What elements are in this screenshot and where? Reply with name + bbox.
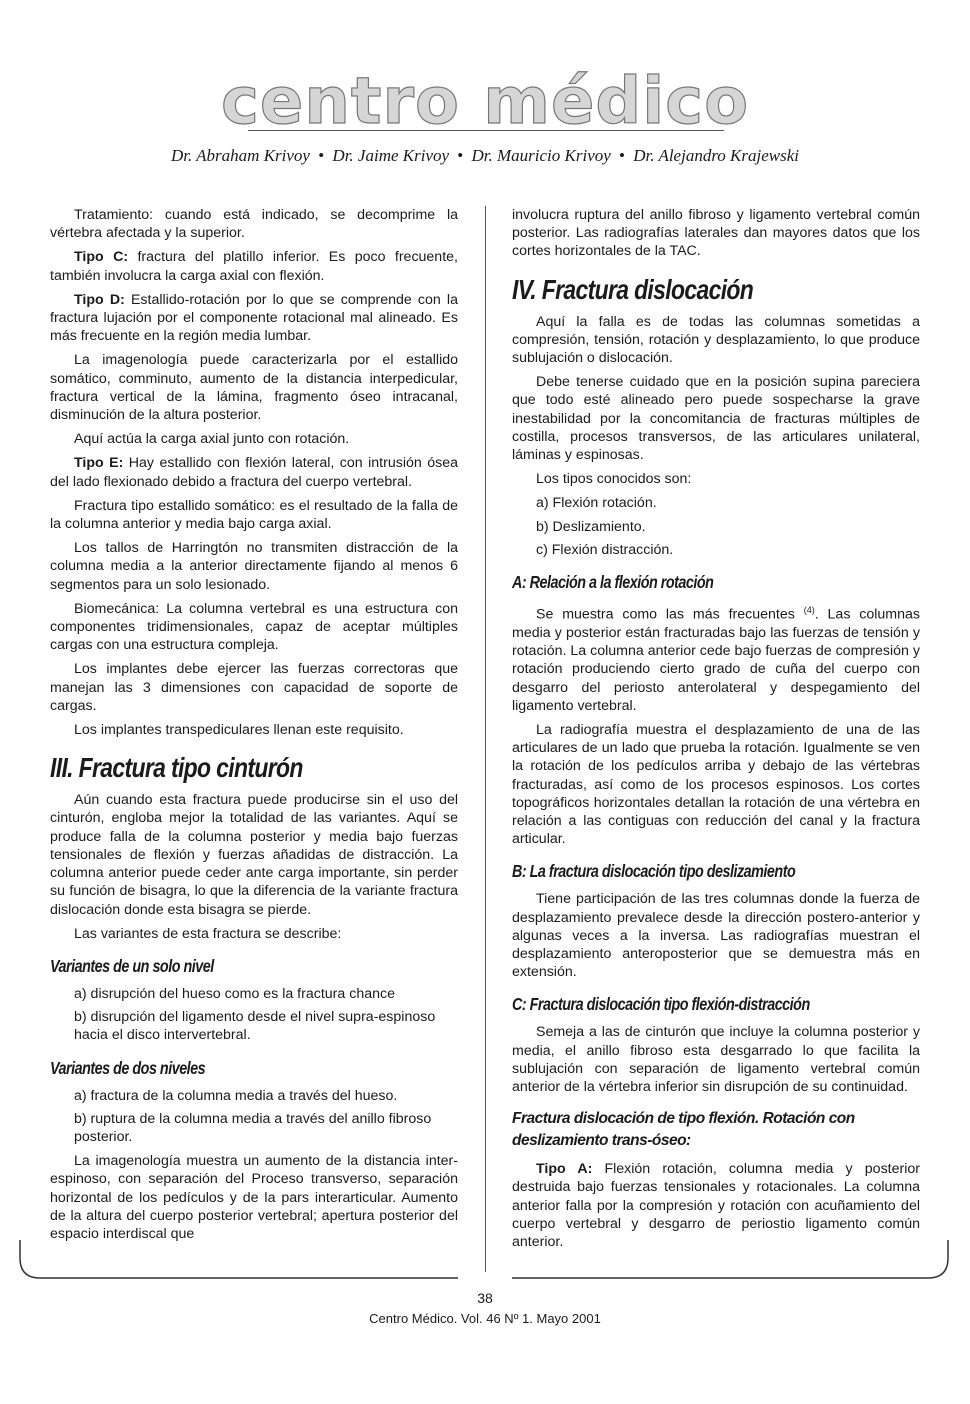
column-divider xyxy=(485,206,486,1272)
list-item: b) ruptura de la columna media a través del anillo fibroso posterior. xyxy=(74,1110,432,1145)
author-separator: • xyxy=(318,146,325,165)
subheading-d: Fractura dislocación de tipo flexión. Rotación con deslizamiento trans-óseo: xyxy=(512,1110,855,1150)
subheading-single-level: Variantes de un solo nivel xyxy=(50,955,214,976)
paragraph: Los implantes debe ejercer las fuerzas correctoras que manejan las 3 dimensiones con capacidad de soporte de cargas. xyxy=(50,661,458,714)
paragraph: Debe tenerse cuidado que en la posición supina pareciera que todo esté alineado pero puede sospecharse la grave inestabilidad por la concomitancia de fracturas múltiples de costilla, procesos transversos, de las articulares unilateral, láminas y espinosas. xyxy=(512,374,920,464)
masthead-rule xyxy=(248,130,724,131)
paragraph-text: Flexión rotación, columna media y posterior destruida bajo fuerzas tensionales y rotacionales. La columna anterior falla por la compresión y rotación con acuñamiento del cuerpo vertebral y desgarro de periostio ligamento común anterior. xyxy=(512,1161,920,1251)
author-line xyxy=(0,146,970,166)
list-item: b) Deslizamiento. xyxy=(536,518,646,535)
author-separator: • xyxy=(619,146,625,165)
paragraph-text: Se muestra como las más frecuentes xyxy=(536,606,804,623)
paragraph: involucra ruptura del anillo fibroso y ligamento vertebral común posterior. Las radiografías laterales dan mayores datos que los cortes horizontales de la TAC. xyxy=(512,207,920,260)
section-heading-iv: IV. Fractura dislocación xyxy=(512,273,754,305)
type-label: Tipo C: xyxy=(74,249,129,266)
paragraph: Fractura tipo estallido somático: es el resultado de la falla de la columna anterior y media bajo carga axial. xyxy=(50,497,458,533)
paragraph-text: fractura del platillo inferior. Es poco frecuente, también involucra la carga axial con flexión. xyxy=(50,249,458,284)
author-2: Dr. Jaime Krivoy xyxy=(332,146,450,165)
citation-ref: (4) xyxy=(803,605,815,616)
paragraph: Biomecánica: La columna vertebral es una estructura con componentes tridimensionales, capaz de aceptar múltiples cargas con una estructura compleja. xyxy=(50,600,458,654)
footer-citation: Centro Médico. Vol. 46 Nº 1. Mayo 2001 xyxy=(369,1311,601,1326)
single-level-list xyxy=(50,985,458,1045)
paragraph-text: . Las columnas media y posterior están fracturadas bajo las fuerzas de tensión y rotación. La columna anterior cede bajo fuerzas de compresión y rotación produciendo cierto grado de cuña del cuerpo con desgarro del periosto anterolateral y despegamiento del ligamento vertebral. xyxy=(512,606,920,714)
type-label: Tipo A: xyxy=(536,1161,593,1178)
paragraph: La imagenología puede caracterizarla por el estallido somático, comminuto, aumento de la distancia interpedicular, fractura vertical de la lámina, fragmento óseo intracanal, disminución de la altura posterior. xyxy=(50,352,458,424)
paragraph: La imagenología muestra un aumento de la distancia inter-espinoso, con separación del Proceso transverso, separación horizontal de los pedículos y de la pars interarticular. Aumento de la altura del cuerpo posterior vertebral; apertura posterior del espacio interdiscal que xyxy=(50,1153,458,1242)
left-column xyxy=(50,206,458,1249)
list-item: c) Flexión distracción. xyxy=(536,541,674,558)
paragraph: Aquí actúa la carga axial junto con rotación. xyxy=(74,431,350,448)
journal-logo: centro médico xyxy=(220,65,750,139)
paragraph xyxy=(50,454,458,490)
type-label: Tipo D: xyxy=(74,291,125,308)
paragraph xyxy=(50,291,458,346)
list-item: a) fractura de la columna media a través del hueso. xyxy=(74,1087,398,1104)
types-list xyxy=(512,494,920,559)
paragraph xyxy=(50,248,458,284)
paragraph: Semeja a las de cinturón que incluye la columna posterior y media, el anillo fibroso esta desgarrado lo que facilita la sublujación con separación de ligamento vertebral común anterior de la vértebra inferior sin disrupción de su continuidad. xyxy=(512,1024,920,1096)
author-1: Dr. Abraham Krivoy xyxy=(170,146,310,165)
subheading-two-levels: Variantes de dos niveles xyxy=(50,1057,206,1078)
page-number: 38 xyxy=(477,1290,493,1306)
paragraph: Los tallos de Harringtón no transmiten distracción de la columna media a la anterior directamente fijando al menos 6 segmentos para un solo lesionado. xyxy=(50,540,458,593)
paragraph: Los implantes transpediculares llenan este requisito. xyxy=(74,722,404,739)
author-3: Dr. Mauricio Krivoy xyxy=(471,146,611,165)
list-item: a) Flexión rotación. xyxy=(536,495,657,512)
subheading-b: B: La fractura dislocación tipo deslizamiento xyxy=(512,861,796,882)
paragraph: Tiene participación de las tres columnas donde la fuerza de desplazamiento prevalece desde la dirección postero-anterior y algunas veces a la inversa. Las radiografías muestran el desplazamiento anteroposterior que se demuestra más en extensión. xyxy=(512,891,920,981)
paragraph xyxy=(512,601,920,715)
paragraph-text: Estallido-rotación por lo que se comprende con la fractura lujación por el componente rotacional mal alineado. Es más frecuente en la región media lumbar. xyxy=(50,291,458,345)
two-level-list xyxy=(50,1087,458,1147)
paragraph-text: Hay estallido con flexión lateral, con intrusión ósea del lado flexionado debido a fractura del cuerpo vertebral. xyxy=(50,455,458,490)
masthead xyxy=(0,65,970,139)
paragraph: La radiografía muestra el desplazamiento de una de las articulares de un lado que prueba la rotación. Igualmente se ven la rotación de los pedículos arriba y debajo de las vértebras fracturadas, así como de los procesos espinosos. Los cortes topográficos horizontales detallan la rotación de una vértebra en relación a las contiguas con reducción del canal y la fractura articular. xyxy=(512,722,920,848)
section-heading-iii: III. Fractura tipo cinturón xyxy=(50,752,303,784)
list-item: a) disrupción del hueso como es la fractura chance xyxy=(74,985,395,1002)
paragraph: Los tipos conocidos son: xyxy=(536,471,692,488)
subheading-a: A: Relación a la flexión rotación xyxy=(512,572,714,593)
author-4: Dr. Alejandro Krajewski xyxy=(633,146,800,165)
list-item: b) disrupción del ligamento desde el nivel supra-espinoso hacia el disco intervertebral. xyxy=(74,1009,436,1044)
paragraph: Tratamiento: cuando está indicado, se decomprime la vértebra afectada y la superior. xyxy=(50,207,458,242)
paragraph: Aquí la falla es de todas las columnas sometidas a compresión, tensión, rotación y desplazamiento, lo que produce sublujación o dislocación. xyxy=(512,313,920,367)
type-label: Tipo E: xyxy=(74,455,124,472)
subheading-c: C: Fractura dislocación tipo flexión-distracción xyxy=(512,994,810,1015)
paragraph: Las variantes de esta fractura se describe: xyxy=(74,925,342,942)
paragraph xyxy=(512,1160,920,1251)
paragraph: Aún cuando esta fractura puede producirse sin el uso del cinturón, engloba mejor la totalidad de las variantes. Aquí se produce falla de la columna posterior y media bajo fuerzas tensionales de flexión y fuerzas añadidas de distracción. La columna anterior puede ceder ante carga importante, sin perder su función de bisagra, lo que la diferencia de la variante fractura dislocación donde esta bisagra se pierde. xyxy=(50,792,458,918)
right-column xyxy=(512,206,920,1257)
author-separator: • xyxy=(457,146,464,165)
